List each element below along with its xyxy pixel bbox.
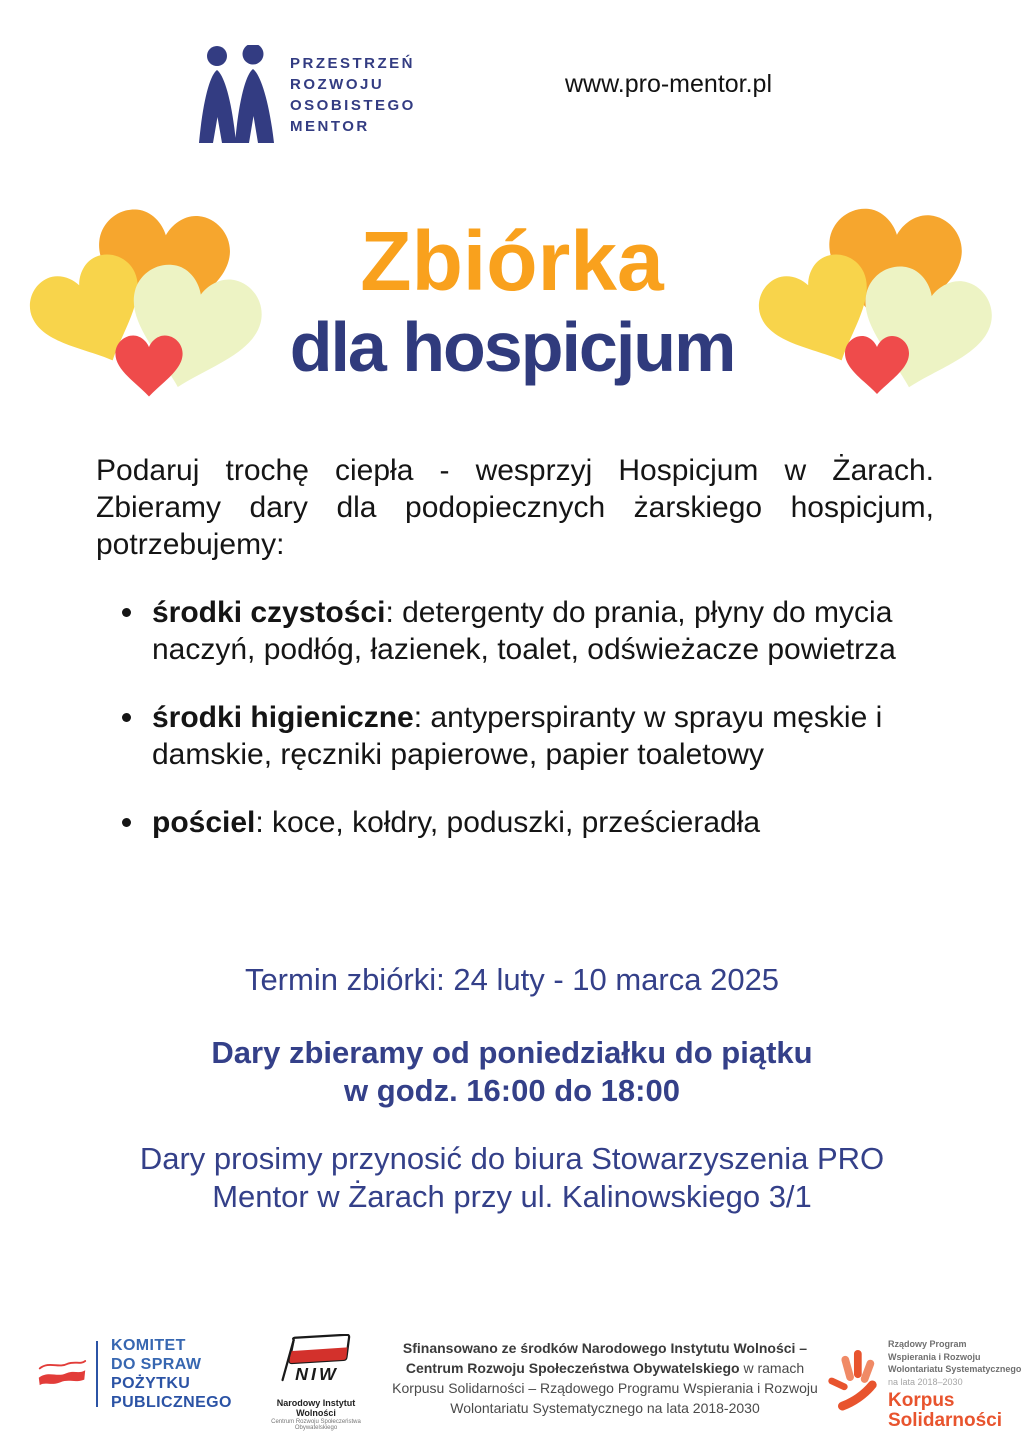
title-zbiorka: Zbiórka — [360, 214, 664, 308]
korpus-name — [888, 1391, 1021, 1431]
korpus-program-line: Wspierania i Rozwoju — [888, 1351, 981, 1362]
collection-term: Termin zbiórki: 24 luty - 10 marca 2025 — [244, 962, 780, 997]
list-item-rest: : koce, kołdry, poduszki, prześcieradła — [255, 806, 761, 839]
list-item-rest: : detergenty do prania, płyny do mycia naczyń, podłóg, łazienek, toalet, odświeżacze powietrza — [152, 596, 896, 666]
poster-title — [0, 214, 1024, 386]
komitet-line: KOMITET — [111, 1337, 186, 1354]
logo-line: MENTOR — [290, 118, 370, 135]
funding-line — [390, 1358, 820, 1378]
bullet-dot-icon — [122, 818, 131, 827]
donation-list — [122, 594, 914, 872]
korpus-program-line: Wolontariatu Systematycznego — [888, 1364, 1022, 1374]
funding-line-bold: Centrum Rozwoju Społeczeństwa Obywatelskiego — [405, 1360, 740, 1376]
list-item — [122, 699, 914, 773]
list-item-text — [152, 699, 914, 773]
bullet-dot-icon — [122, 713, 131, 722]
funding-line: Korpusu Solidarności – Rządowego Programu Wspierania i Rozwoju — [392, 1380, 818, 1396]
korpus-years: na lata 2018–2030 — [888, 1376, 963, 1387]
komitet-logo — [36, 1336, 232, 1412]
funding-statement — [390, 1338, 820, 1418]
korpus-program — [888, 1338, 1021, 1376]
logo-line: OSOBISTEGO — [290, 97, 416, 114]
funding-line: Wolontariatu Systematycznego na lata 2018-2030 — [450, 1400, 760, 1416]
collection-address — [0, 1140, 1024, 1216]
logo-line: PRZESTRZEŃ — [290, 55, 416, 72]
svg-text:NIW: NIW — [295, 1364, 339, 1385]
niw-flag-icon — [270, 1334, 362, 1392]
hours-line: w godz. 16:00 do 18:00 — [344, 1073, 680, 1108]
korpus-program-line: Rządowy Program — [888, 1339, 967, 1349]
list-item — [122, 804, 914, 841]
list-item-rest: : antyperspiranty w sprayu męskie i damskie, ręczniki papierowe, papier toaletowy — [152, 701, 883, 771]
polish-flag-icon — [36, 1356, 88, 1392]
website-url: www.pro-mentor.pl — [565, 70, 773, 98]
divider — [96, 1341, 98, 1407]
niw-subname: Centrum Rozwoju Społeczeństwa Obywatelskiego — [271, 1419, 361, 1431]
title-dla-hospicjum: dla hospicjum — [289, 308, 735, 386]
list-item-text — [152, 594, 914, 668]
komitet-text — [111, 1336, 232, 1412]
funding-line: Sfinansowano ze środków Narodowego Instytutu Wolności – — [402, 1340, 808, 1356]
hours-line: Dary zbieramy od poniedziałku do piątku — [211, 1035, 813, 1070]
list-item-text — [152, 804, 760, 841]
address-line: Dary prosimy przynosić do biura Stowarzyszenia PRO — [139, 1141, 885, 1176]
logo-line: ROZWOJU — [290, 76, 385, 93]
intro-paragraph: Podaruj trochę ciepła - wesprzyj Hospicjum w Żarach. Zbieramy dary dla podopiecznych żarskiego hospicjum, potrzebujemy: — [96, 454, 934, 561]
address-line: Mentor w Żarach przy ul. Kalinowskiego 3/1 — [212, 1179, 812, 1214]
mentor-logo-text — [290, 53, 416, 137]
niw-logo — [262, 1334, 370, 1431]
collection-hours — [0, 1034, 1024, 1110]
korpus-name-line: Solidarności — [888, 1409, 1003, 1431]
funding-line-rest: w ramach — [739, 1360, 805, 1376]
mentor-logo — [198, 45, 416, 145]
bullet-dot-icon — [122, 608, 131, 617]
komitet-line: POŻYTKU — [111, 1375, 191, 1392]
korpus-solidarnosci-logo — [824, 1338, 1021, 1431]
korpus-text — [888, 1338, 1021, 1431]
mentor-people-icon — [198, 45, 280, 145]
list-item-lead: środki czystości — [152, 596, 386, 629]
hand-icon — [824, 1346, 882, 1414]
komitet-line: PUBLICZNEGO — [111, 1394, 232, 1411]
korpus-name-line: Korpus — [888, 1389, 955, 1411]
list-item — [122, 594, 914, 668]
list-item-lead: pościel — [152, 806, 256, 839]
list-item-lead: środki higieniczne — [152, 701, 414, 734]
niw-name: Narodowy Instytut Wolności — [276, 1398, 356, 1418]
komitet-line: DO SPRAW — [111, 1356, 202, 1373]
